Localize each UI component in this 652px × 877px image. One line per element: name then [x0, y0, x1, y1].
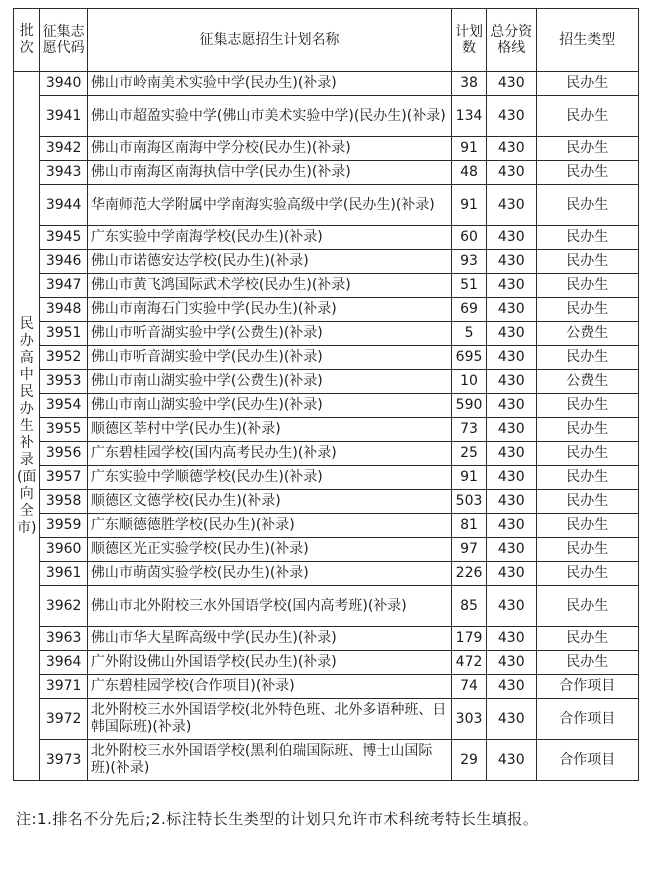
row-type: 民办生 [536, 96, 638, 137]
row-plan: 5 [452, 322, 487, 346]
row-plan: 91 [452, 466, 487, 490]
row-plan: 179 [452, 627, 487, 651]
row-code: 3952 [40, 346, 88, 370]
row-code: 3958 [40, 490, 88, 514]
row-name: 顺德区文德学校(民办生)(补录) [87, 490, 451, 514]
table-row [14, 370, 639, 394]
row-score: 430 [486, 699, 536, 740]
row-code: 3962 [40, 586, 88, 627]
row-type: 民办生 [536, 586, 638, 627]
row-type: 合作项目 [536, 675, 638, 699]
row-type: 民办生 [536, 466, 638, 490]
row-name: 佛山市听音湖实验中学(民办生)(补录) [87, 346, 451, 370]
row-score: 430 [486, 298, 536, 322]
table-row [14, 72, 639, 96]
row-plan: 69 [452, 298, 487, 322]
table-row [14, 96, 639, 137]
table-row [14, 274, 639, 298]
row-score: 430 [486, 675, 536, 699]
row-type: 民办生 [536, 442, 638, 466]
row-plan: 472 [452, 651, 487, 675]
row-name: 广东实验中学顺德学校(民办生)(补录) [87, 466, 451, 490]
row-score: 430 [486, 346, 536, 370]
table-row [14, 538, 639, 562]
header-plan: 计划数 [452, 9, 487, 72]
header-score: 总分资格线 [486, 9, 536, 72]
row-score: 430 [486, 418, 536, 442]
row-code: 3945 [40, 226, 88, 250]
row-code: 3972 [40, 699, 88, 740]
row-plan: 29 [452, 740, 487, 781]
row-code: 3942 [40, 137, 88, 161]
header-type: 招生类型 [536, 9, 638, 72]
row-code: 3973 [40, 740, 88, 781]
table-row [14, 322, 639, 346]
row-score: 430 [486, 394, 536, 418]
row-code: 3957 [40, 466, 88, 490]
row-type: 公费生 [536, 322, 638, 346]
row-score: 430 [486, 586, 536, 627]
row-code: 3947 [40, 274, 88, 298]
table-row [14, 394, 639, 418]
row-type: 民办生 [536, 538, 638, 562]
row-name: 佛山市华大星晖高级中学(民办生)(补录) [87, 627, 451, 651]
table-row [14, 442, 639, 466]
row-score: 430 [486, 322, 536, 346]
row-code: 3951 [40, 322, 88, 346]
row-type: 民办生 [536, 627, 638, 651]
batch-cell: 民办高中民办生补录(面向全市) [14, 72, 40, 781]
row-type: 民办生 [536, 394, 638, 418]
row-type: 民办生 [536, 490, 638, 514]
row-type: 民办生 [536, 137, 638, 161]
row-plan: 73 [452, 418, 487, 442]
row-score: 430 [486, 226, 536, 250]
row-plan: 590 [452, 394, 487, 418]
row-name: 广东碧桂园学校(国内高考民办生)(补录) [87, 442, 451, 466]
row-score: 430 [486, 651, 536, 675]
row-score: 430 [486, 538, 536, 562]
admission-table [13, 8, 639, 781]
footnote: 注:1.排名不分先后;2.标注特长生类型的计划只允许市术科统考特长生填报。 [16, 810, 539, 828]
row-code: 3961 [40, 562, 88, 586]
row-plan: 81 [452, 514, 487, 538]
table-header-row [14, 9, 639, 72]
row-type: 民办生 [536, 514, 638, 538]
row-plan: 85 [452, 586, 487, 627]
row-name: 广东碧桂园学校(合作项目)(补录) [87, 675, 451, 699]
row-plan: 25 [452, 442, 487, 466]
row-name: 佛山市南山湖实验中学(民办生)(补录) [87, 394, 451, 418]
row-code: 3955 [40, 418, 88, 442]
row-plan: 51 [452, 274, 487, 298]
row-name: 广外附设佛山外国语学校(民办生)(补录) [87, 651, 451, 675]
row-name: 广东顺德德胜学校(民办生)(补录) [87, 514, 451, 538]
row-score: 430 [486, 466, 536, 490]
header-name: 征集志愿招生计划名称 [87, 9, 451, 72]
row-name: 佛山市萌茵实验学校(民办生)(补录) [87, 562, 451, 586]
row-plan: 48 [452, 161, 487, 185]
table-row [14, 226, 639, 250]
row-code: 3960 [40, 538, 88, 562]
row-type: 民办生 [536, 651, 638, 675]
row-type: 民办生 [536, 298, 638, 322]
row-score: 430 [486, 627, 536, 651]
table-row [14, 185, 639, 226]
row-type: 合作项目 [536, 740, 638, 781]
table-row [14, 586, 639, 627]
row-plan: 97 [452, 538, 487, 562]
row-code: 3956 [40, 442, 88, 466]
row-score: 430 [486, 137, 536, 161]
row-score: 430 [486, 442, 536, 466]
row-score: 430 [486, 72, 536, 96]
row-plan: 91 [452, 137, 487, 161]
table-row [14, 490, 639, 514]
table-row [14, 250, 639, 274]
row-name: 佛山市北外附校三水外国语学校(国内高考班)(补录) [87, 586, 451, 627]
table-row [14, 161, 639, 185]
row-name: 佛山市南海石门实验中学(民办生)(补录) [87, 298, 451, 322]
row-code: 3946 [40, 250, 88, 274]
row-plan: 303 [452, 699, 487, 740]
row-plan: 93 [452, 250, 487, 274]
row-plan: 10 [452, 370, 487, 394]
table-row [14, 466, 639, 490]
row-score: 430 [486, 490, 536, 514]
table-row [14, 137, 639, 161]
row-code: 3959 [40, 514, 88, 538]
row-name: 佛山市诺德安达学校(民办生)(补录) [87, 250, 451, 274]
row-name: 华南师范大学附属中学南海实验高级中学(民办生)(补录) [87, 185, 451, 226]
table-row [14, 418, 639, 442]
row-code: 3948 [40, 298, 88, 322]
row-code: 3954 [40, 394, 88, 418]
row-name: 佛山市南海区南海中学分校(民办生)(补录) [87, 137, 451, 161]
row-name: 佛山市黄飞鸿国际武术学校(民办生)(补录) [87, 274, 451, 298]
row-name: 北外附校三水外国语学校(北外特色班、北外多语种班、日韩国际班)(补录) [87, 699, 451, 740]
row-code: 3944 [40, 185, 88, 226]
row-plan: 226 [452, 562, 487, 586]
row-plan: 38 [452, 72, 487, 96]
row-code: 3953 [40, 370, 88, 394]
table-row [14, 740, 639, 781]
row-type: 民办生 [536, 161, 638, 185]
row-type: 民办生 [536, 562, 638, 586]
row-score: 430 [486, 161, 536, 185]
row-score: 430 [486, 370, 536, 394]
row-name: 北外附校三水外国语学校(黑利伯瑞国际班、博士山国际班)(补录) [87, 740, 451, 781]
row-type: 民办生 [536, 72, 638, 96]
row-plan: 60 [452, 226, 487, 250]
row-code: 3963 [40, 627, 88, 651]
row-score: 430 [486, 185, 536, 226]
row-plan: 695 [452, 346, 487, 370]
row-name: 顺德区莘村中学(民办生)(补录) [87, 418, 451, 442]
row-code: 3964 [40, 651, 88, 675]
row-score: 430 [486, 514, 536, 538]
row-name: 佛山市岭南美术实验中学(民办生)(补录) [87, 72, 451, 96]
table-row [14, 651, 639, 675]
row-type: 民办生 [536, 185, 638, 226]
table-row [14, 298, 639, 322]
table-row [14, 346, 639, 370]
row-score: 430 [486, 740, 536, 781]
row-plan: 503 [452, 490, 487, 514]
row-code: 3940 [40, 72, 88, 96]
table-row [14, 699, 639, 740]
row-score: 430 [486, 274, 536, 298]
row-name: 佛山市超盈实验中学(佛山市美术实验中学)(民办生)(补录) [87, 96, 451, 137]
row-plan: 91 [452, 185, 487, 226]
table-body [14, 72, 639, 781]
table-row [14, 627, 639, 651]
row-type: 民办生 [536, 418, 638, 442]
row-name: 顺德区光正实验学校(民办生)(补录) [87, 538, 451, 562]
header-batch: 批次 [14, 9, 40, 72]
row-type: 公费生 [536, 370, 638, 394]
header-code: 征集志愿代码 [40, 9, 88, 72]
row-name: 佛山市南海区南海执信中学(民办生)(补录) [87, 161, 451, 185]
row-name: 佛山市南山湖实验中学(公费生)(补录) [87, 370, 451, 394]
row-type: 民办生 [536, 250, 638, 274]
table-row [14, 514, 639, 538]
row-name: 佛山市听音湖实验中学(公费生)(补录) [87, 322, 451, 346]
table-row [14, 675, 639, 699]
row-type: 民办生 [536, 274, 638, 298]
row-code: 3971 [40, 675, 88, 699]
row-type: 合作项目 [536, 699, 638, 740]
row-plan: 74 [452, 675, 487, 699]
row-score: 430 [486, 96, 536, 137]
row-code: 3943 [40, 161, 88, 185]
row-score: 430 [486, 562, 536, 586]
row-type: 民办生 [536, 226, 638, 250]
row-plan: 134 [452, 96, 487, 137]
row-code: 3941 [40, 96, 88, 137]
row-score: 430 [486, 250, 536, 274]
row-type: 民办生 [536, 346, 638, 370]
row-name: 广东实验中学南海学校(民办生)(补录) [87, 226, 451, 250]
table-row [14, 562, 639, 586]
